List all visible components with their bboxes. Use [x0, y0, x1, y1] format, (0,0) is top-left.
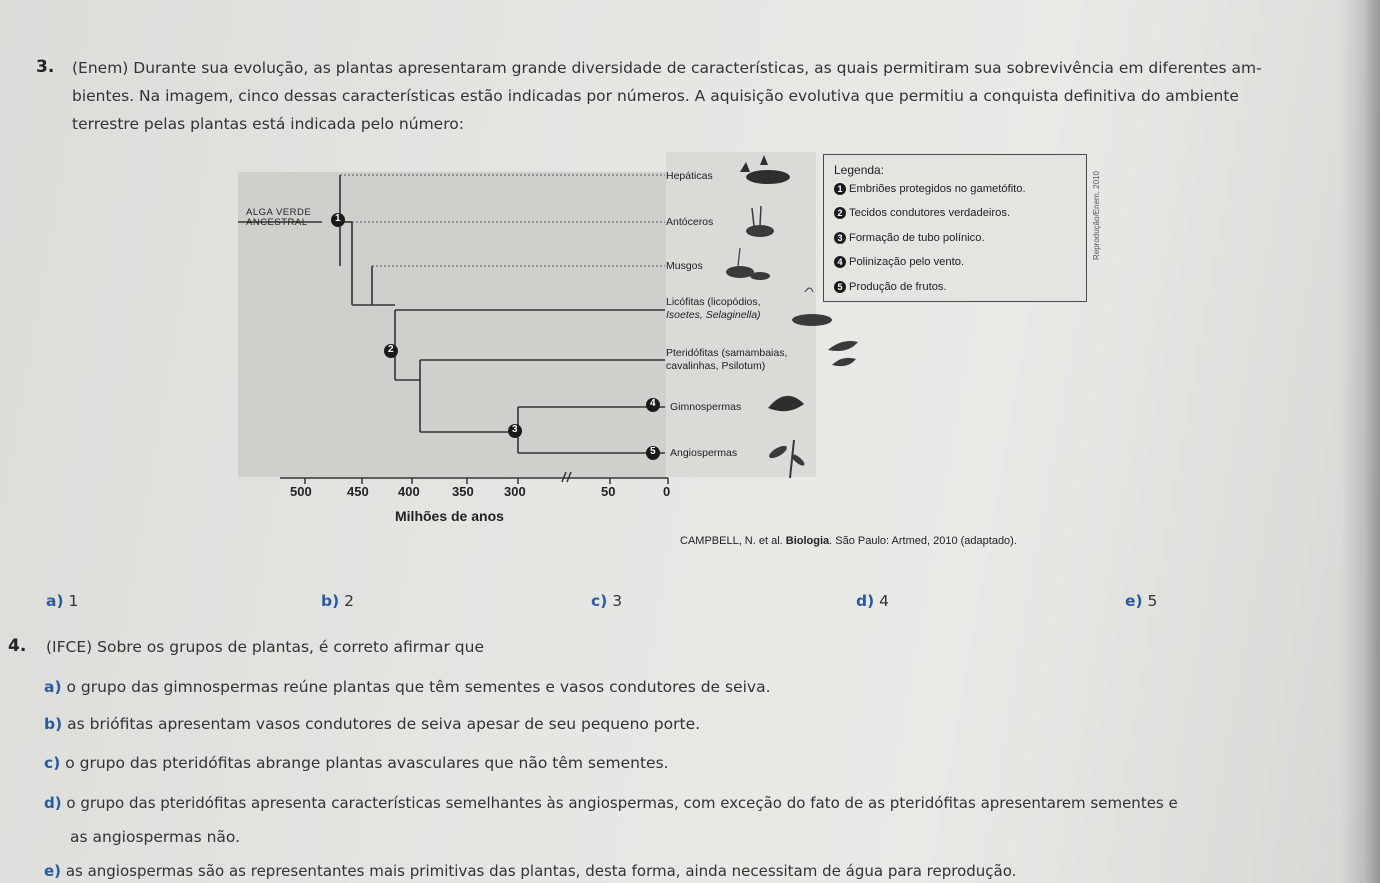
q4-option-e-letter: e)	[44, 862, 62, 880]
q3-alt-b-letter: b)	[321, 592, 340, 610]
q3-alternative-e	[1125, 592, 1157, 610]
question-4-number: 4.	[8, 636, 27, 656]
q3-alternative-b	[321, 592, 354, 610]
taxon-hepaticas: Hepáticas	[666, 170, 713, 182]
q3-alt-c-text: 3	[612, 592, 623, 610]
page-edge-shadow	[1340, 0, 1380, 883]
q3-alt-d-text: 4	[879, 592, 889, 610]
taxon-pteridofitas-line-1: Pteridófitas (samambaias,	[666, 347, 788, 359]
q4-option-d	[44, 794, 1178, 812]
node-marker-2-number: 2	[388, 344, 394, 355]
axis-tick-450: 450	[347, 484, 369, 499]
q4-option-e-text: as angiospermas são as representantes mais primitivas das plantas, desta forma, ainda necessitam de água para reprodução.	[65, 862, 1017, 880]
question-3-line-1: (Enem) Durante sua evolução, as plantas apresentaram grande diversidade de características, as quais permitiram sua sobrevivência em diferentes am-	[72, 59, 1262, 77]
q3-alternative-d	[856, 592, 889, 610]
q4-option-b-letter: b)	[44, 715, 63, 733]
axis-tick-400: 400	[398, 484, 420, 499]
legend-number-1: 1	[834, 183, 846, 195]
axis-title: Milhões de anos	[395, 508, 504, 524]
q3-alt-a-letter: a)	[46, 592, 64, 610]
question-3-line-3: terrestre pelas plantas está indicada pelo número:	[72, 115, 464, 133]
axis-tick-500: 500	[290, 484, 312, 499]
node-marker-4-number: 4	[650, 398, 656, 409]
legend-number-2: 2	[834, 207, 846, 219]
legend-item-4	[834, 256, 964, 268]
ancestor-label-line-1: ALGA VERDE	[246, 207, 312, 218]
q4-option-a-letter: a)	[44, 678, 62, 696]
taxon-licofitas-line-1: Licófitas (licopódios,	[666, 296, 761, 308]
q4-option-c-letter: c)	[44, 754, 61, 772]
q4-option-b	[44, 715, 700, 733]
legend-number-4: 4	[834, 256, 846, 268]
axis-tick-50: 50	[601, 484, 616, 499]
credit-prefix: CAMPBELL, N. et al.	[680, 535, 786, 547]
legend-item-2	[834, 207, 1010, 219]
q4-option-e	[44, 862, 1016, 880]
credit-title: Biologia	[785, 535, 830, 547]
q3-alternative-c	[591, 592, 622, 610]
taxon-licofitas-line-2: Isoetes, Selaginella)	[666, 309, 761, 321]
question-3-line-2: bientes. Na imagem, cinco dessas características estão indicadas por números. A aquisição evolutiva que permitiu a conquista definitiva do ambiente	[72, 87, 1239, 105]
legend-number-3: 3	[834, 232, 846, 244]
q3-alt-e-text: 5	[1147, 592, 1158, 610]
ancestor-label	[246, 208, 311, 228]
taxon-antoceros: Antóceros	[666, 216, 714, 228]
fern-icon	[828, 341, 858, 366]
axis-tick-0: 0	[663, 484, 671, 499]
q4-option-a	[44, 678, 771, 696]
legend-item-1	[834, 183, 1026, 195]
legend-text-4: Polinização pelo vento.	[849, 256, 965, 268]
taxon-angiospermas: Angiospermas	[670, 447, 738, 459]
side-credit: Reprodução/Enem, 2010	[1092, 171, 1101, 260]
axis-tick-350: 350	[452, 484, 474, 499]
q3-alt-e-letter: e)	[1125, 592, 1143, 610]
q4-option-c-text: o grupo das pteridófitas abrange plantas avasculares que não têm sementes.	[65, 754, 669, 772]
q3-alt-a-text: 1	[68, 592, 79, 610]
question-3-number: 3.	[36, 57, 55, 77]
legend-box	[823, 154, 1087, 302]
q4-option-c	[44, 754, 669, 772]
legend-text-5: Produção de frutos.	[849, 281, 947, 293]
q3-alternative-a	[46, 592, 78, 610]
node-marker-5-number: 5	[650, 446, 656, 457]
q3-alt-c-letter: c)	[591, 592, 608, 610]
legend-text-3: Formação de tubo polínico.	[849, 232, 985, 244]
taxon-musgos: Musgos	[666, 260, 703, 272]
node-marker-1-number: 1	[335, 213, 341, 224]
q4-option-d-continuation: as angiospermas não.	[70, 828, 241, 846]
q3-alt-b-text: 2	[344, 592, 354, 610]
legend-text-1: Embriões protegidos no gametófito.	[849, 183, 1026, 195]
q4-option-d-letter: d)	[44, 794, 62, 812]
node-marker-3-number: 3	[512, 424, 518, 435]
q4-option-b-text: as briófitas apresentam vasos condutores de seiva apesar de seu pequeno porte.	[67, 715, 701, 733]
axis-tick-300: 300	[504, 484, 526, 499]
q4-option-a-text: o grupo das gimnospermas reúne plantas que têm sementes e vasos condutores de seiva.	[66, 678, 771, 696]
taxon-pteridofitas-line-2: cavalinhas, Psilotum)	[666, 360, 766, 372]
legend-item-3	[834, 232, 985, 244]
question-4-stem: (IFCE) Sobre os grupos de plantas, é correto afirmar que	[46, 638, 484, 656]
q4-option-d-text: o grupo das pteridófitas apresenta características semelhantes às angiospermas, com exceção do fato de as pteridófitas apresentarem sementes e	[66, 794, 1178, 812]
credit-suffix: . São Paulo: Artmed, 2010 (adaptado).	[829, 535, 1017, 547]
legend-title: Legenda:	[834, 163, 885, 177]
taxon-gimnospermas: Gimnospermas	[670, 401, 742, 413]
legend-number-5: 5	[834, 281, 846, 293]
legend-text-2: Tecidos condutores verdadeiros.	[849, 207, 1011, 219]
figure-credit	[680, 535, 1017, 547]
q3-alt-d-letter: d)	[856, 592, 875, 610]
ancestor-label-line-2: ANCESTRAL	[246, 217, 308, 228]
legend-item-5	[834, 281, 947, 293]
